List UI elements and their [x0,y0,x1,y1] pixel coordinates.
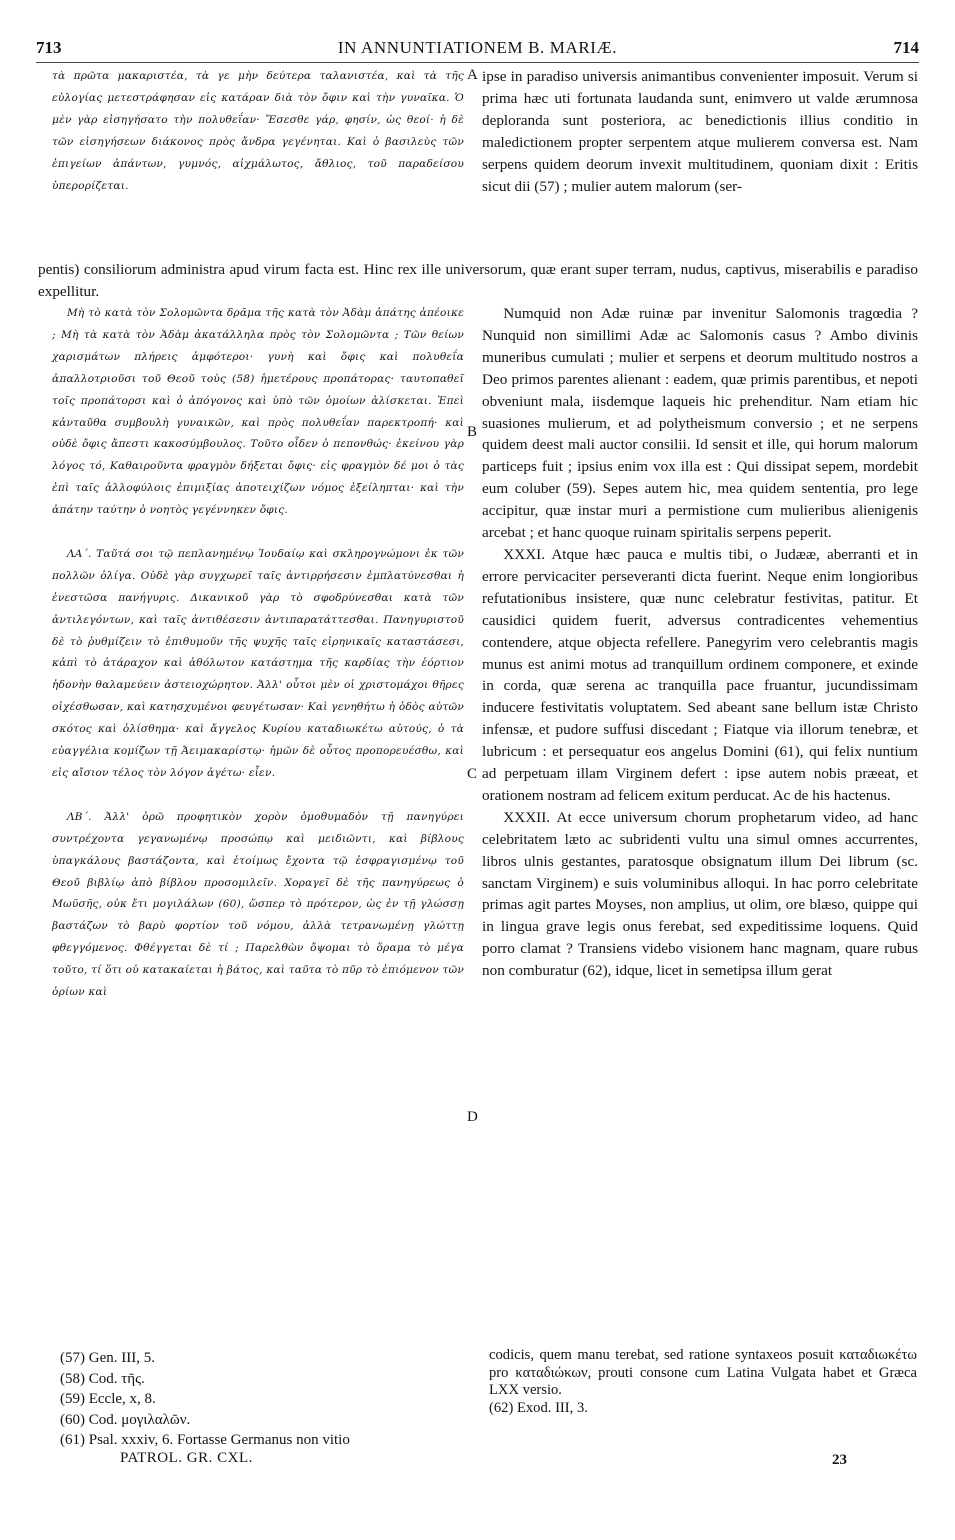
latin-paragraph-2: XXXI. Atque hæc pauca e multis tibi, o Judææ, aberranti et in errore pervicaciter perseveranti dicta fuerint. Neque enim longioribus refutationibus insistere, quæ nunc celebratur festivitas, patitur. Et causidici quidem fuerit, adversus contradicentes vehementius contendere, atque objecta refellere. Panegyrim vero celebrantis magis munus est animi motus ad tranquillum ordinem componere, et exinde in corda, quæ serena ac tranquilla pace fruantur, jucundissimam inducere festivitatis voluptatem. Sed abeant sane bellum istæ Christo infensæ, et pudore suffusi discedant ; Fiatque via illorum tenebræ, et lubricum : et persequatur eos angelus Domini (61), qui felix nuntium ad perpetuam illam Virginem defert : ipse autem nobis præeat, et orationem nostram ad felicem exitum perducat. Ac de his hactenus. [482,545,918,804]
margin-letter-b: B [467,424,478,440]
footnote-59: (59) Eccle, x, 8. [60,1391,156,1407]
latin-paragraph-1: Numquid non Adæ ruinæ par invenitur Salomonis tragœdia ? Nunquid non simillimi Adæ ac Salomonis casus ? Ambo divinis muneribus cumulati ; mulier et serpens et deorum multitudo nostros a Deo primos parentes alienant : eadem, quæ primis parentibus, et nepoti obveniunt mala, iisdemque laqueis hic prehenditur. Nam etiam hic suasiones mulierum, et ad polytheismum conversio ; et ne serpens quidem deest mali auctor consilii. Id sensit et ille, qui horum malorum particeps fuit ; ipsius enim vox illa est : Qui dissipat sepem, mordebit eum coluber (59). Sepes autem hic, mea quidem sententia, pro lege accipitur, quæ instar muri a permistione cum mulieribus alienigenis arcebat ; et hanc quoque ruinam spiritalis serpens peperit. [482,305,918,542]
footnote-61-continued: codicis, quem manu terebat, sed ratione syntaxeos posuit καταδιωκέτω pro καταδιώκων, prouti consone cum Latina Vulgata habet et Græca LXX versio. [489,1347,917,1398]
page-number-left: 713 [36,38,62,57]
latin-paragraph-3: XXXII. At ecce universum chorum prophetarum video, ad hanc celebritatem læto ac subridenti vultu una simul omnes accurrentes, libros ulnis gestantes, paratosque obsignatum illum Dei librum (sc. sanctam Virginem) e suis voluminibus alloqui. In hac porro celebritate primas agit partes Moyses, non amplius, ut olim, ore blæso, quippe qui in lingua grave legis onus ferebat, sed expeditissime loquens. Quid porro clamat ? Transiens videbo visionem hanc magnam, quare rubus non comburatur (62), idque, licet in semetipsa illum gerat [482,808,918,980]
footnote-61: (61) Psal. xxxiv, 6. Fortasse Germanus non vitio [60,1432,350,1448]
latin-column-main [482,303,918,982]
latin-column-top [482,66,918,197]
margin-letter-a: A [467,67,478,83]
page-title: IN ANNUNTIATIONEM B. MARIÆ. [337,38,618,57]
margin-letter-c: C [467,766,478,782]
full-width-line [38,259,918,302]
signature-number: 23 [832,1452,847,1468]
greek-paragraph-1: Μὴ τὸ κατὰ τὸν Σολομῶντα δρᾶμα τῆς κατὰ τὸν Ἀδὰμ ἀπάτης ἀπέοικε ; Μὴ τὰ κατὰ τὸν Ἀδὰμ ἀκατάλληλα πρὸς τὸν Σολομῶντα ; Τῶν θείων χαρισμάτων πλήρεις ἀμφότεροι· γυνὴ καὶ ὄφις καὶ πολυθεΐα ἀπαλλοτριοῦσι τοῦ Θεοῦ τοὺς (58) ἡμετέρους προπάτορας· ταυτοπαθεῖ τοῖς προπάτορσι καὶ ὁ ἀπόγονος καὶ ὑπὸ τῶν ὁμοίων ἁλίσκεται. Ἐπεὶ κἀνταῦθα συμβουλὴ γυναικῶν, καὶ πρὸς πολυθεΐαν παρεκτροπή· καὶ οὐδὲ ὄφις ἄπεστι κακοσύμβουλος. Τοῦτο οἶδεν ὁ πεπονθώς· ἐκείνου γὰρ λόγος τό, Καθαιροῦντα φραγμὸν δήξεται ὄφις· εἰς φραγμὸν δέ μοι ὁ τὰς ἐπὶ ταῖς ἀλλοφύλοις ἐπιμιξίας ἀποτειχίζων νόμος ἐξείληπται· καὶ τὴν ἀπάτην ταύτην ὁ νοητὸς γεγέννηκεν ὄφις. [52,307,464,517]
footnote-58: (58) Cod. τῆς. [60,1370,145,1387]
greek-paragraph-intro: τὰ πρῶτα μακαριστέα, τὰ γε μὴν δεύτερα ταλανιστέα, καὶ τὰ τῆς εὐλογίας μετεστράφησαν εἰς κατάραν διὰ τὸν ὄφιν καὶ τὴν γυναῖκα. Ὁ μὲν γὰρ εἰσηγήσατο τὴν πολυθεΐαν· Ἔσεσθε γάρ, φησίν, ὡς θεοί· ἡ δὲ τῶν εἰσηγήσεων διάκονος πρὸς ἄνδρα γεγένηται. Καὶ ὁ βασιλεὺς τῶν ἐπιγείων ἁπάντων, γυμνός, αἰχμάλωτος, ἄθλιος, τοῦ παραδείσου ὑπερορίζεται. [52,70,464,192]
footnote-62: (62) Exod. III, 3. [489,1399,588,1416]
greek-column-top [52,66,464,197]
footnote-60: (60) Cod. μογιλαλῶν. [60,1411,191,1428]
footnotes-left [60,1348,480,1451]
page-number-right: 714 [893,38,919,57]
header-rule [36,62,919,63]
latin-paragraph-intro: ipse in paradiso universis animantibus convenienter imposuit. Verum si prima hæc uti fortunata laudanda sunt, enimvero ut valde ærumnosa deploranda sunt posteriora, ac benedictionis illius conditio in maledictionem propter serpentem atque mulierem conversa est. Nam serpens quidem deorum invexit multitudinem, quoniam dixit : Eritis sicut dii (57) ; mulier autem malorum (ser- [482,68,918,195]
greek-paragraph-2: ΛΑ΄. Ταῦτά σοι τῷ πεπλανημένῳ Ἰουδαίῳ καὶ σκληρογνώμονι ἐκ τῶν πολλῶν ὀλίγα. Οὐδὲ γὰρ συγχωρεῖ ταῖς ἀντιρρήσεσιν ἐμπλατύνεσθαι ἡ ἐνεστῶσα πανήγυρις. Δικανικοῦ γὰρ τὸ σφοδρύνεσθαι κατὰ τῶν ἀντιλεγόντων, καὶ ταῖς ἀντιθέσεσιν ἀντιπαρατάττεσθαι. Πανηγυριστοῦ δὲ τὸ ῥυθμίζειν τὸ ἐπιθυμοῦν τῆς ψυχῆς ταῖς εἰρηνικαῖς καταστάσεσι, κἀπὶ τὸ ἀτάραχον καὶ ἀθόλωτον κατάστημα τῆς καρδίας τὴν ἑόρτιον ἡδονὴν θαλαμεύειν ἀστειοχώρητον. Ἀλλ' οὗτοι μὲν οἱ χριστομάχοι θῆρες οἰχέσθωσαν, καὶ κατησχυμένοι φευγέτωσαν· Καὶ γενηθήτω ἡ ὁδὸς αὐτῶν σκότος καὶ ὀλίσθημα· καὶ ἄγγελος Κυρίου καταδιωκέτω αὐτούς, ὁ τὰ εὐαγγέλια κομίζων τῇ Ἀειμακαρίστῳ· ἡμῶν δὲ οὗτος προπορευέσθω, καὶ εἰς αἴσιον τέλος τὸν λόγον ἀγέτω· εἶεν. [52,547,464,780]
full-width-text: pentis) consiliorum administra apud virum facta est. Hinc rex ille universorum, quæ erant super terram, nudus, captivus, miserabilis e paradiso expellitur. [38,261,918,300]
footnotes-right [489,1347,917,1417]
footnote-57: (57) Gen. III, 5. [60,1350,155,1366]
greek-paragraph-3: ΛΒ΄. Ἀλλ' ὁρῶ προφητικὸν χορὸν ὁμοθυμαδὸν τῇ πανηγύρει συντρέχοντα γεγανωμένῳ προσώπῳ καὶ μειδιῶντι, καὶ βίβλους ὑπαγκάλους βαστάζοντα, καὶ ἑτοίμως ἔχοντα τῷ ἐσφραγισμένῳ τοῦ Θεοῦ βιβλίῳ ἀπὸ βίβλου προσομιλεῖν. Χοραγεῖ δὲ τῆς πανηγύρεως ὁ Μωϋσῆς, οὐκ ἔτι μογιλάλων (60), ὥσπερ τὸ πρότερον, ὡς ἐν τῇ γλώσσῃ βαστάζων τὸ βαρὺ φορτίον τοῦ νόμου, ἀλλὰ τετρανωμένῃ γλώττῃ φθεγγόμενος. Φθέγγεται δὲ τί ; Παρελθὼν ὄψομαι τὸ ὅραμα τὸ μέγα τοῦτο, τί ὅτι οὐ κατακαίεται ἡ βάτος, καὶ ταῦτα τὸ πῦρ τὸ ἐπιόμενον τῶν ὀρίων καὶ [52,810,464,999]
signature-mark: PATROL. GR. CXL. [120,1450,253,1466]
page-header [36,38,919,62]
greek-column-main [52,303,464,1004]
margin-letter-d: D [467,1109,478,1125]
